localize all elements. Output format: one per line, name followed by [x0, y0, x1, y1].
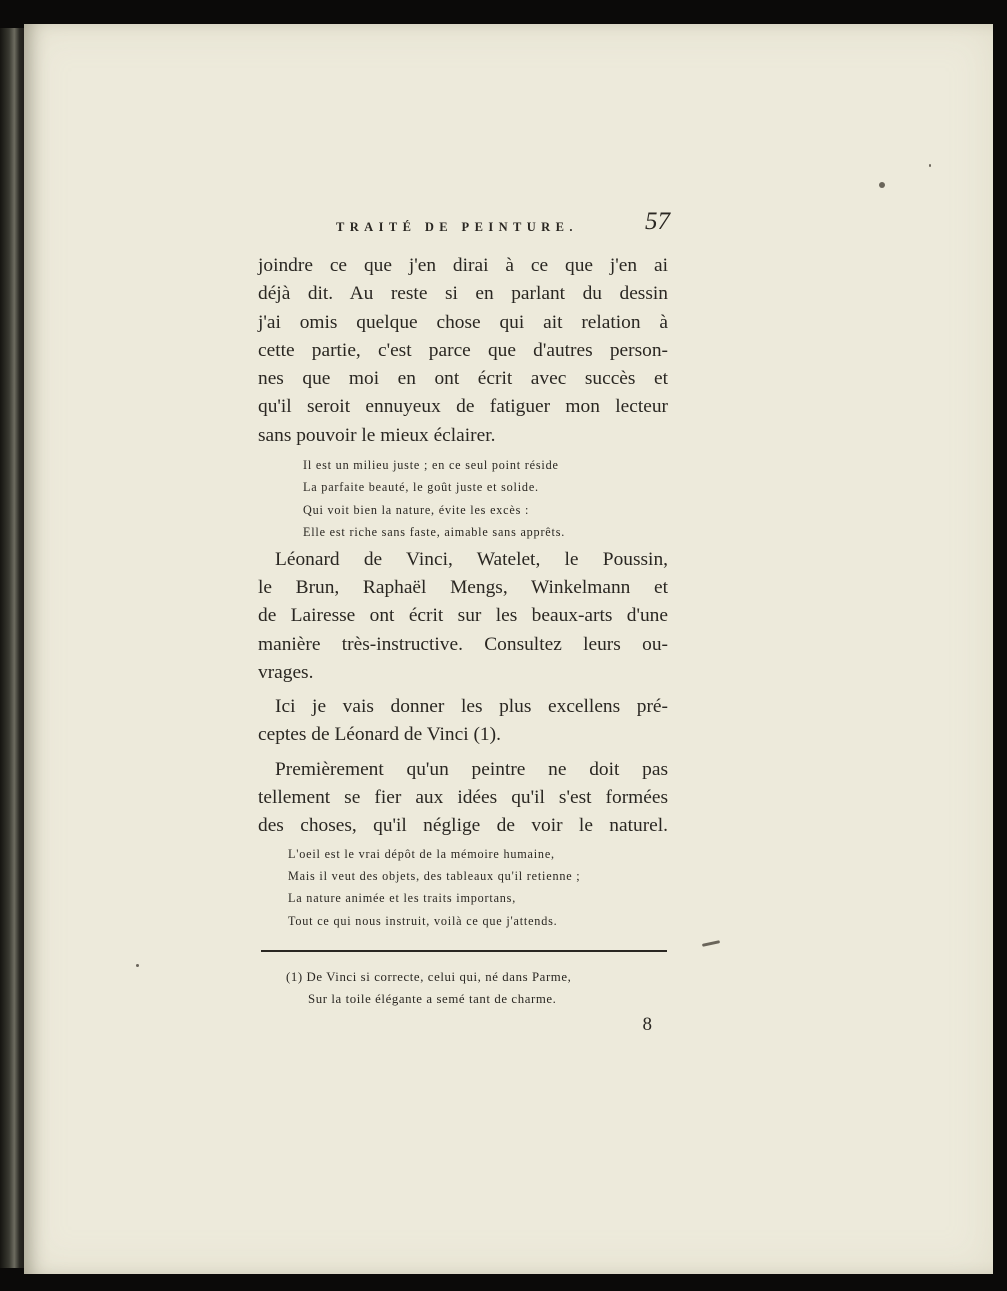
text-line: joindre ce que j'en dirai à ce que j'en ai	[258, 255, 668, 276]
verse-line: L'oeil est le vrai dépôt de la mémoire humaine,	[288, 846, 555, 861]
text-line: qu'il seroit ennuyeux de fatiguer mon lecteur	[258, 396, 668, 418]
text-line: le Brun, Raphaël Mengs, Winkelmann et	[258, 577, 668, 598]
running-head	[258, 190, 670, 235]
page-number: 57	[645, 208, 670, 235]
paper-speck	[929, 164, 931, 167]
paper-speck	[702, 940, 720, 947]
text-line: Léonard de Vinci, Watelet, le Poussin,	[275, 548, 668, 570]
footnote-rule	[261, 950, 667, 952]
text-line: j'ai omis quelque chose qui ait relation à	[258, 311, 668, 333]
text-line: cette partie, c'est parce que d'autres person-	[258, 339, 668, 361]
verse-line: La parfaite beauté, le goût juste et solide.	[303, 480, 539, 495]
text-line: Ici je vais donner les plus excellens pré-	[275, 696, 668, 718]
paragraph-1	[258, 252, 668, 450]
paper-speck	[136, 964, 139, 967]
text-line: ceptes de Léonard de Vinci (1).	[258, 724, 501, 746]
paragraph-2	[258, 546, 668, 687]
verse-line: Mais il veut des objets, des tableaux qu'il retienne ;	[288, 869, 581, 884]
footnote-line: Sur la toile élégante a semé tant de charme.	[308, 992, 557, 1007]
paragraph-4	[258, 756, 668, 841]
text-line: nes que moi en ont écrit avec succès et	[258, 368, 668, 390]
verse-block-1	[258, 454, 668, 544]
verse-line: La nature animée et les traits importans,	[288, 891, 517, 906]
verse-line: Qui voit bien la nature, évite les excès :	[303, 502, 530, 517]
verse-line: Elle est riche sans faste, aimable sans apprêts.	[303, 525, 566, 540]
text-line: Premièrement qu'un peintre ne doit pas	[275, 758, 668, 780]
footnote	[258, 966, 668, 1010]
verse-line: Tout ce qui nous instruit, voilà ce que j'attends.	[288, 913, 558, 928]
text-line: tellement se fier aux idées qu'il s'est formées	[258, 787, 668, 809]
text-line: de Lairesse ont écrit sur les beaux-arts d'une	[258, 605, 668, 627]
text-line: déjà dit. Au reste si en parlant du dessin	[258, 283, 668, 305]
paragraph-3	[258, 693, 668, 750]
signature-mark: 8	[642, 1014, 652, 1036]
running-title: TRAITÉ DE PEINTURE.	[336, 220, 578, 234]
verse-block-2	[258, 843, 668, 933]
paper-speck	[879, 182, 885, 188]
book-page	[24, 24, 993, 1274]
book-spine	[0, 28, 26, 1268]
page-body	[258, 252, 668, 1036]
text-line: des choses, qu'il néglige de voir le naturel.	[258, 815, 668, 837]
text-line: sans pouvoir le mieux éclairer.	[258, 424, 496, 446]
footnote-line: (1) De Vinci si correcte, celui qui, né dans Parme,	[286, 970, 572, 985]
text-line: vrages.	[258, 661, 314, 683]
text-column	[258, 190, 668, 1036]
text-line: manière très-instructive. Consultez leurs ou-	[258, 633, 668, 655]
verse-line: Il est un milieu juste ; en ce seul point réside	[303, 458, 559, 473]
